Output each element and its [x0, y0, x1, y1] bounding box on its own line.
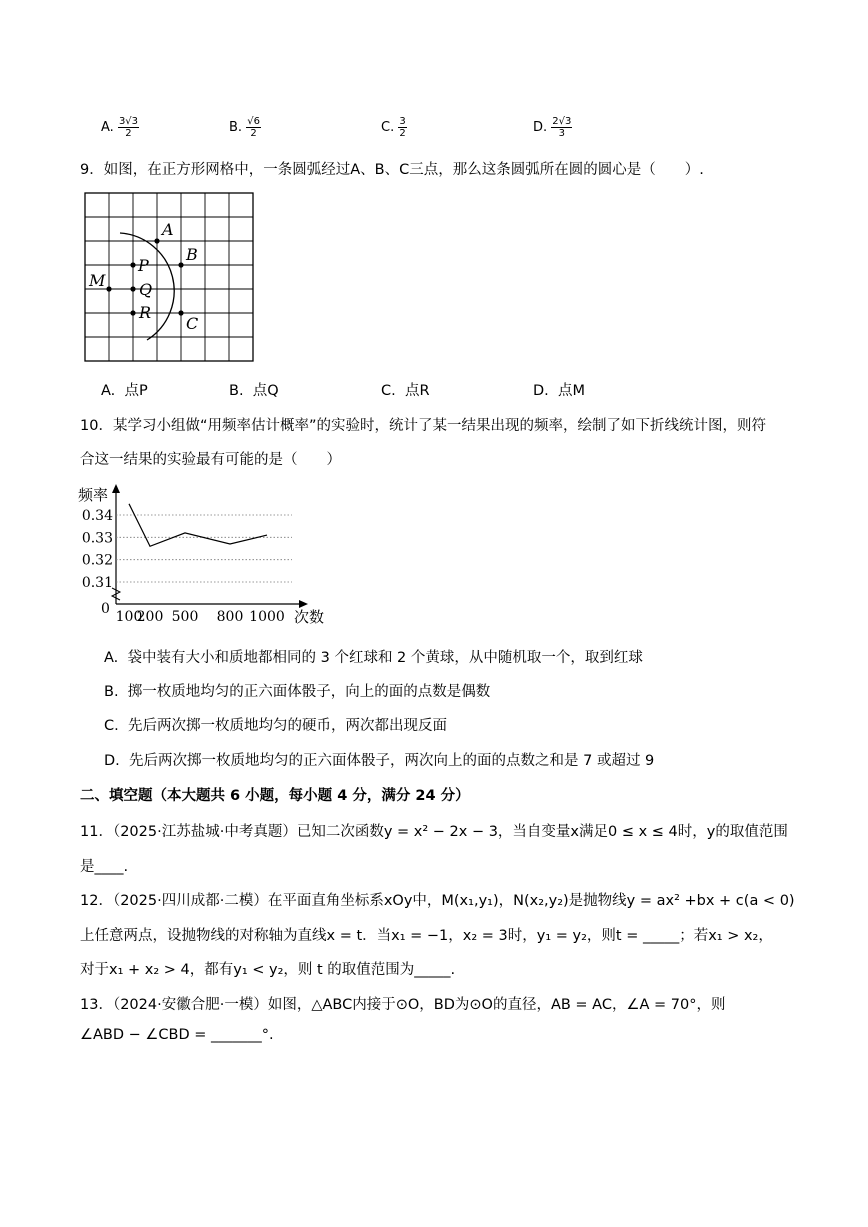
point-r-label: R — [139, 303, 152, 322]
q8-option-a-denominator: 2 — [125, 128, 132, 139]
q13-line1: 13．（2024·安徽合肥·一模）如图，△ABC内接于⊙O，BD为⊙O的直径，AB = AC，∠A = 70°，则 — [80, 997, 726, 1013]
frequency-line-chart — [70, 478, 340, 628]
q9-option-c-letter: C. — [381, 383, 396, 399]
q10-option-b-letter: B. — [104, 684, 119, 700]
y-tick-label: 0.32 — [81, 552, 113, 569]
point-a-label: A — [162, 220, 174, 239]
origin-label: 0 — [101, 601, 110, 617]
q8-option-d-letter: D. — [533, 120, 548, 135]
q11-line2: 是____. — [80, 859, 129, 875]
y-axis-arrow — [112, 484, 120, 493]
q8-option-c-numerator: 3 — [399, 116, 406, 127]
q9-option-d — [533, 379, 585, 400]
x-tick-label: 1000 — [249, 609, 285, 625]
q10-option-a-letter: A. — [104, 650, 119, 666]
point-p-dot — [130, 262, 135, 267]
x-axis-title: 次数 — [294, 608, 325, 626]
point-c-dot — [178, 310, 183, 315]
point-q-dot — [130, 286, 135, 291]
q9-option-b-text: 点Q — [252, 383, 279, 399]
q9-stem: 9．如图，在正方形网格中，一条圆弧经过A、B、C三点，那么这条圆弧所在圆的圆心是（ ）. — [80, 162, 704, 178]
q12-line2: 上任意两点，设抛物线的对称轴为直线x = t．当x₁ = −1，x₂ = 3时，y₁ = y₂，则t = _____；若x₁ > x₂， — [80, 928, 773, 944]
q12-line3: 对于x₁ + x₂ > 4，都有y₁ < y₂，则 t 的取值范围为_____. — [80, 962, 456, 978]
q11-line1: 11．（2025·江苏盐城·中考真题）已知二次函数y = x² − 2x − 3，当自变量x满足0 ≤ x ≤ 4时，y的取值范围 — [80, 824, 788, 840]
q8-option-d — [533, 116, 572, 139]
point-b-dot — [178, 262, 183, 267]
x-tick-label: 800 — [216, 609, 244, 625]
point-q-label: Q — [139, 280, 153, 299]
q8-option-b-fraction — [246, 116, 261, 139]
q8-option-d-denominator: 3 — [558, 128, 566, 139]
x-tick-label: 500 — [171, 609, 199, 625]
q8-option-b — [229, 116, 261, 139]
x-tick-label: 100 — [115, 609, 143, 625]
point-a-dot — [154, 238, 159, 243]
q8-option-a-fraction — [118, 116, 139, 139]
q12-line1: 12．（2025·四川成都·二模）在平面直角坐标系xOy中，M(x₁,y₁)，N(x₂,y₂)是抛物线y = ax² +bx + c(a < 0) — [80, 893, 795, 909]
frequency-series-line — [129, 504, 267, 547]
q8-option-d-fraction — [551, 116, 572, 139]
x-axis-arrow — [299, 600, 308, 608]
grid-lines — [85, 193, 253, 361]
q9-option-b — [229, 379, 279, 400]
q9-option-b-letter: B. — [229, 383, 244, 399]
y-axis-title: 频率 — [78, 486, 109, 504]
q8-option-b-denominator: 2 — [250, 128, 257, 139]
x-tick-label: 200 — [136, 609, 164, 625]
q10-option-c-text: 先后两次掷一枚质地均匀的硬币，两次都出现反面 — [127, 718, 447, 734]
q13-line2: ∠ABD − ∠CBD = _______°. — [80, 1027, 274, 1043]
q10-option-c-letter: C. — [104, 718, 119, 734]
q9-option-a-text: 点P — [124, 383, 148, 399]
section-heading: 二、填空题（本大题共 6 小题，每小题 4 分，满分 24 分） — [80, 788, 470, 804]
q9-option-a-letter: A. — [101, 383, 116, 399]
point-r-dot — [130, 310, 135, 315]
y-tick-label: 0.33 — [81, 530, 113, 547]
q10-stem-line1: 10．某学习小组做“用频率估计概率”的实验时，统计了某一结果出现的频率，绘制了如下折线统计图，则符 — [80, 418, 766, 434]
point-m-dot — [106, 286, 111, 291]
point-p-label: P — [138, 256, 149, 275]
q8-option-c-denominator: 2 — [399, 128, 406, 139]
chart-axes — [112, 484, 308, 608]
q8-option-d-numerator: 2√3 — [552, 116, 572, 127]
q9-option-d-letter: D. — [533, 383, 549, 399]
q10-option-d-text: 先后两次掷一枚质地均匀的正六面体骰子，两次向上的面的点数之和是 7 或超过 9 — [129, 753, 655, 769]
point-m-label: M — [89, 271, 106, 290]
q8-option-a — [101, 116, 139, 139]
q9-grid-figure — [80, 188, 260, 364]
q10-option-b-text: 掷一枚质地均匀的正六面体骰子，向上的面的点数是偶数 — [127, 684, 491, 700]
q10-option-d — [104, 749, 654, 770]
q9-option-c — [381, 379, 430, 400]
y-tick-label: 0.31 — [81, 575, 113, 591]
q8-option-c-fraction — [398, 116, 406, 139]
q10-option-a-text: 袋中装有大小和质地都相同的 3 个红球和 2 个黄球，从中随机取一个，取到红球 — [127, 650, 643, 666]
y-tick-label: 0.34 — [81, 508, 113, 524]
q9-option-a — [101, 379, 148, 400]
point-c-label: C — [186, 314, 199, 333]
axis-break-mark — [112, 588, 120, 600]
q8-option-b-letter: B. — [229, 120, 243, 135]
q10-option-c — [104, 714, 447, 735]
q10-option-b — [104, 680, 490, 701]
q10-option-a — [104, 646, 643, 667]
q10-option-d-letter: D. — [104, 753, 120, 769]
q9-option-d-text: 点M — [558, 383, 586, 399]
q8-option-a-letter: A. — [101, 120, 114, 135]
q9-option-c-text: 点R — [404, 383, 430, 399]
q8-option-c-letter: C. — [381, 120, 395, 135]
q8-option-b-numerator: √6 — [247, 116, 260, 127]
q8-option-c — [381, 116, 407, 139]
q8-option-a-numerator: 3√3 — [118, 116, 139, 127]
q10-stem-line2: 合这一结果的实验最有可能的是（ ） — [80, 452, 341, 468]
point-b-label: B — [186, 245, 198, 264]
